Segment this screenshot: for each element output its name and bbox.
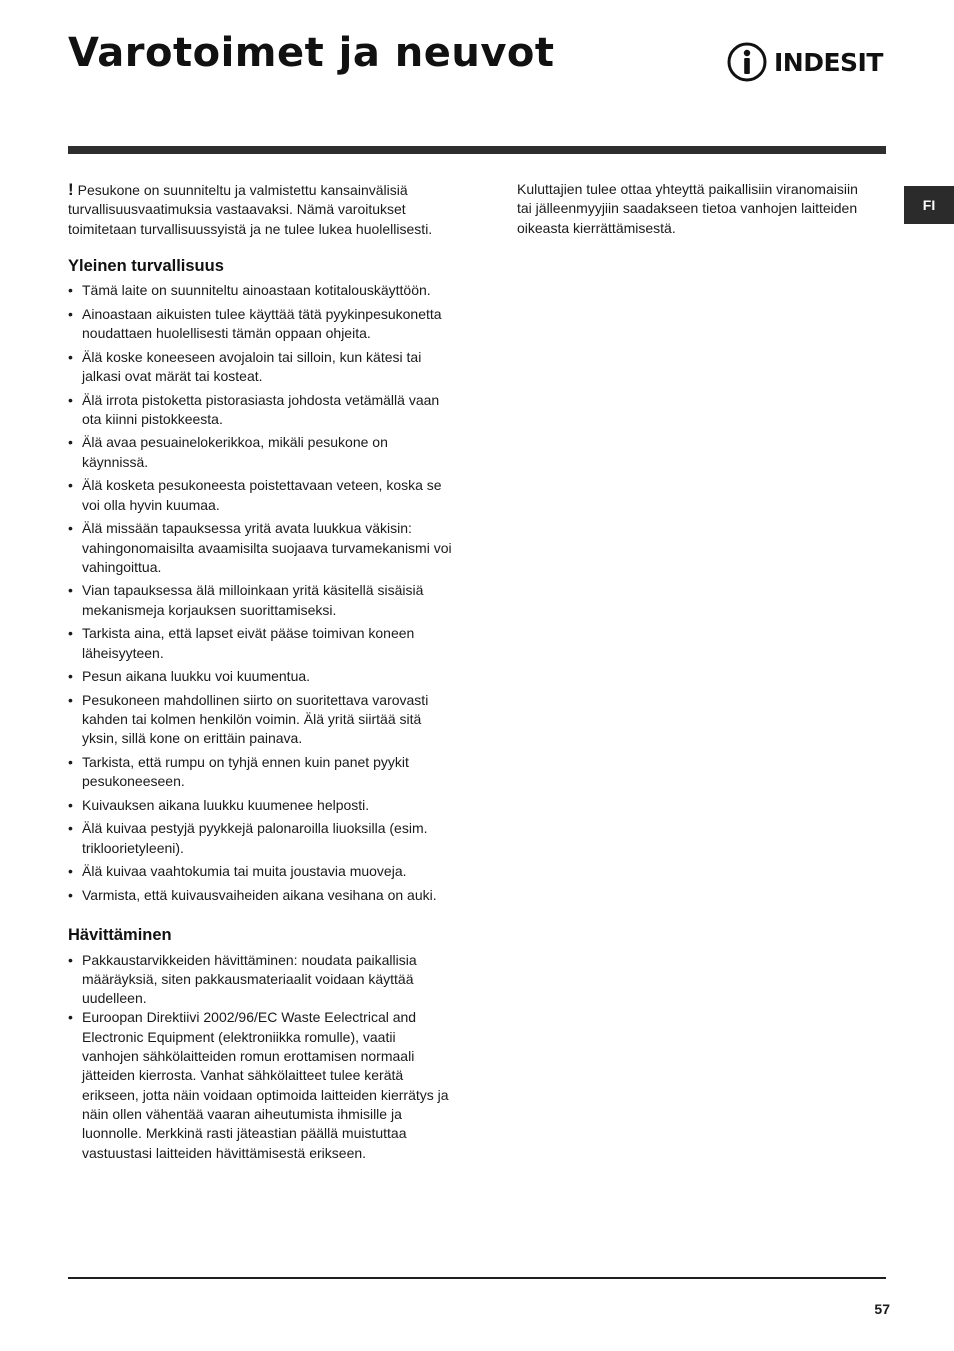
bullet-icon: • xyxy=(68,434,73,451)
list-item-text: Älä kosketa pesukoneesta poistettavaan veteen, koska se voi olla hyvin kuumaa. xyxy=(82,477,442,513)
right-column xyxy=(517,180,862,238)
bullet-icon: • xyxy=(68,796,73,813)
list-item-text: Ainoastaan aikuisten tulee käyttää tätä pyykinpesukonetta noudattaen huolellisesti tämän oppaan ohjeita. xyxy=(82,305,442,342)
bullet-icon: • xyxy=(68,477,73,494)
list-item xyxy=(68,667,456,686)
bullet-icon: • xyxy=(68,691,73,708)
header-divider xyxy=(68,146,886,154)
list-item-text: Älä irrota pistoketta pistorasiasta johdosta vetämällä vaan ota kiinni pistokkeesta. xyxy=(82,391,440,427)
bullet-icon: • xyxy=(68,282,73,299)
list-item xyxy=(68,819,456,858)
warning-mark: ! xyxy=(68,180,74,199)
list-item-text: Tarkista aina, että lapset eivät pääse toimivan koneen läheisyyteen. xyxy=(82,625,415,661)
bullet-icon: • xyxy=(68,820,73,837)
bullet-icon: • xyxy=(68,951,73,968)
list-item xyxy=(68,753,456,792)
bullet-icon: • xyxy=(68,391,73,408)
list-item xyxy=(68,519,456,577)
disposal-list xyxy=(68,951,456,1163)
bullet-icon: • xyxy=(68,753,73,770)
list-item xyxy=(68,1008,456,1162)
bullet-icon: • xyxy=(68,348,73,365)
list-item xyxy=(68,951,456,1009)
list-item-text: Älä kuivaa vaahtokumia tai muita joustavia muoveja. xyxy=(82,863,407,880)
indesit-i-icon xyxy=(726,41,768,83)
page-title: Varotoimet ja neuvot xyxy=(68,30,555,76)
list-item xyxy=(68,281,456,300)
list-item xyxy=(68,886,456,905)
list-item xyxy=(68,796,456,815)
brand-wordmark: INDESIT xyxy=(774,47,883,77)
general-safety-heading: Yleinen turvallisuus xyxy=(68,256,224,275)
list-item-text: Älä avaa pesuainelokerikkoa, mikäli pesukone on käynnissä. xyxy=(82,434,388,470)
list-item xyxy=(68,691,456,749)
general-safety-list xyxy=(68,281,456,905)
bullet-icon: • xyxy=(68,1009,73,1026)
list-item xyxy=(68,391,456,430)
bullet-icon: • xyxy=(68,863,73,880)
list-item-text: Älä kuivaa pestyjä pyykkejä palonaroilla liuoksilla (esim. trikloorietyleeni). xyxy=(82,820,428,856)
language-tab: FI xyxy=(904,186,954,224)
list-item xyxy=(68,624,456,663)
list-item xyxy=(68,433,456,472)
list-item xyxy=(68,348,456,387)
list-item-text: Tämä laite on suunniteltu ainoastaan kotitalouskäyttöön. xyxy=(82,282,431,299)
list-item-text: Vian tapauksessa älä milloinkaan yritä käsitellä sisäisiä mekanismeja korjauksen suorittamiseksi. xyxy=(82,582,424,618)
bullet-icon: • xyxy=(68,625,73,642)
intro-text: Pesukone on suunniteltu ja valmistettu kansainvälisiä turvallisuusvaatimuksia vastaavaksi. Nämä varoitukset toimitetaan turvallisuussyistä ja ne tulee lukea huolellisesti. xyxy=(68,182,433,237)
left-column xyxy=(68,180,456,1163)
bullet-icon: • xyxy=(68,886,73,903)
bullet-icon: • xyxy=(68,668,73,685)
recycling-contact-paragraph: Kuluttajien tulee ottaa yhteyttä paikallisiin viranomaisiin tai jälleenmyyjiin saadakseen tietoa vanhojen laitteiden oikeasta kierrättämisestä. xyxy=(517,181,858,236)
list-item-text: Tarkista, että rumpu on tyhjä ennen kuin panet pyykit pesukoneeseen. xyxy=(82,753,409,790)
list-item xyxy=(68,581,456,620)
list-item-text: Älä missään tapauksessa yritä avata luukkua väkisin: vahingonomaisilta avaamisilta suojaava turvamekanismi voi vahingoittua. xyxy=(82,520,452,575)
list-item xyxy=(68,476,456,515)
list-item-text: Kuivauksen aikana luukku kuumenee helposti. xyxy=(82,796,370,813)
list-item-text: Pesukoneen mahdollinen siirto on suoritettava varovasti kahden tai kolmen henkilön voimin. Älä yritä siirtää sitä yksin, sillä kone on erittäin painava. xyxy=(82,691,429,747)
list-item xyxy=(68,305,456,344)
disposal-heading: Hävittäminen xyxy=(68,926,172,945)
list-item-text: Euroopan Direktiivi 2002/96/EC Waste Eelectrical and Electronic Equipment (elektroniikka romulle), vaatii vanhojen sähkölaitteiden romun erottamisen normaali jätteiden kierrosta. Vanhat sähkölaitteet tulee kerätä erikseen, jotta näin voidaan optimoida laitteiden kierrätys ja näin ollen vähentää vaaran aiheutumista ihmisille ja luonnolle. Merkkinä rasti jäteastian päällä muistuttaa vastuustasi laitteiden hävittämisestä erikseen. xyxy=(82,1009,449,1161)
bullet-icon: • xyxy=(68,520,73,537)
page-number: 57 xyxy=(874,1301,890,1317)
list-item-text: Varmista, että kuivausvaiheiden aikana vesihana on auki. xyxy=(82,886,437,903)
footer-divider xyxy=(68,1277,886,1279)
indesit-logo xyxy=(726,41,883,83)
bullet-icon: • xyxy=(68,305,73,322)
bullet-icon: • xyxy=(68,582,73,599)
list-item-text: Pakkaustarvikkeiden hävittäminen: noudata paikallisia määräyksiä, siten pakkausmateriaalit voidaan käyttää uudelleen. xyxy=(82,951,417,1007)
list-item xyxy=(68,862,456,881)
list-item-text: Pesun aikana luukku voi kuumentua. xyxy=(82,668,311,685)
intro-paragraph xyxy=(68,180,456,239)
list-item-text: Älä koske koneeseen avojaloin tai silloin, kun kätesi tai jalkasi ovat märät tai kosteat. xyxy=(82,348,422,384)
